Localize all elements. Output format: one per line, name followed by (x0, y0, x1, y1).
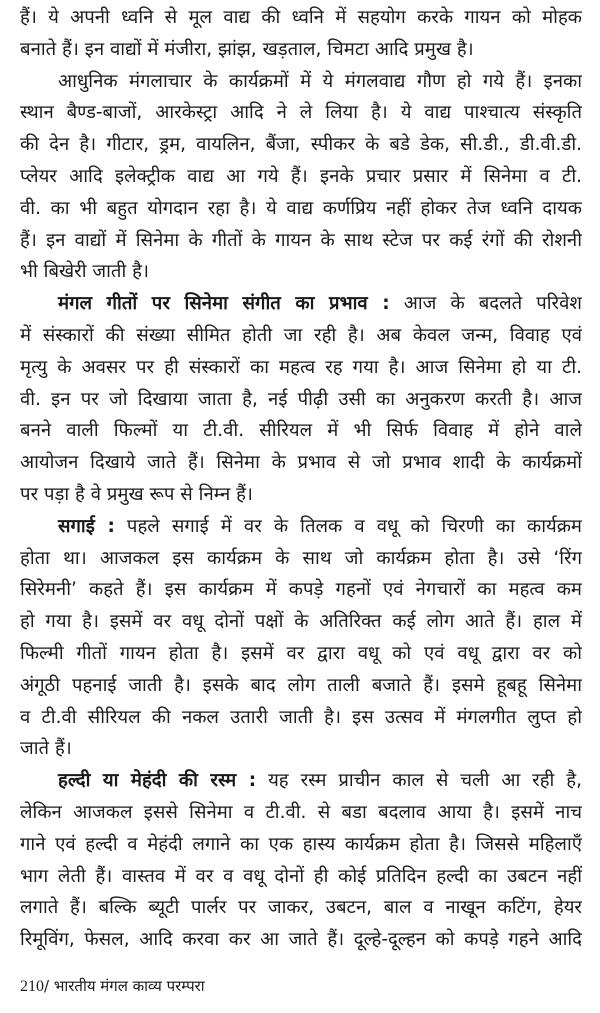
text-line (20, 670, 582, 702)
line-text: रिमूविंग, फेसल, आदि करवा कर आ जाते हैं। दूल्हे-दूल्हन को कपड़े गहने आदि (20, 929, 582, 951)
text-line (20, 702, 582, 734)
line-text: भी बिखेरी जाती है। (20, 261, 149, 283)
text-line (20, 384, 582, 416)
book-title: भारतीय मंगल काव्य परम्परा (49, 977, 205, 995)
line-text: वी. इन पर जो दिखाया जाता है, नई पीढ़ी उसी का अनुकरण करती है। आज (20, 388, 582, 410)
line-text: लेकिन आजकल इससे सिनेमा व टी.वी. से बडा बदलाव आया है। इसमें नाच (20, 801, 582, 823)
text-line (20, 161, 582, 193)
line-text: अंगूठी पहनाई जाती है। इसके बाद लोग ताली बजाते हैं। इसमे हूबहू सिनेमा (20, 674, 582, 696)
line-text: होता था। आजकल इस कार्यक्रम के साथ जो कार्यक्रम होता है। उसे ‘रिंग (20, 547, 582, 569)
text-line (20, 288, 582, 320)
text-line (20, 2, 582, 34)
line-text: बनने वाली फिल्मों या टी.वी. सीरियल में भी सिर्फ विवाह में होने वाले (20, 420, 582, 442)
footer-separator: / (44, 977, 50, 995)
text-line (20, 765, 582, 797)
text-line (20, 352, 582, 384)
text-line (20, 415, 582, 447)
line-text: सिरेमनी’ कहते हैं। इस कार्यक्रम में कपड़े गहनों एवं नेगचारों का महत्व कम (20, 579, 582, 601)
text-line (20, 320, 582, 352)
section-heading: हल्दी या मेहंदी की रस्म : (58, 770, 257, 792)
line-text: हो गया है। इसमें वर वधू दोनों पक्षों के अतिरिक्त कई लोग आते हैं। हाल में (20, 611, 582, 633)
line-text: आधुनिक मंगलाचार के कार्यक्रमों में ये मंगलवाद्य गौण हो गये हैं। इनका (58, 70, 582, 92)
section-heading: सगाई : (58, 515, 115, 537)
text-line (20, 193, 582, 225)
text-line (20, 97, 582, 129)
line-text: पहले सगाई में वर के तिलक व वधू को चिरणी का कार्यक्रम (114, 515, 582, 537)
text-line (20, 479, 582, 511)
section-heading: मंगल गीतों पर सिनेमा संगीत का प्रभाव : (58, 293, 390, 315)
text-line (20, 829, 582, 861)
text-line (20, 861, 582, 893)
text-line (20, 797, 582, 829)
line-text: वी. का भी बहुत योगदान रहा है। ये वाद्य कर्णप्रिय नहीं होकर तेज ध्वनि दायक (20, 197, 582, 219)
line-text: प्लेयर आदि इलेक्ट्रीक वाद्य आ गये हैं। इनके प्रचार प्रसार में सिनेमा व टी. (20, 165, 582, 187)
line-text: यह रस्म प्राचीन काल से चली आ रही है, (256, 770, 582, 792)
text-line (20, 66, 582, 98)
line-text: जाते हैं। (20, 738, 72, 760)
page-body-text (20, 2, 582, 956)
text-line (20, 129, 582, 161)
text-line (20, 225, 582, 257)
text-line (20, 34, 582, 66)
line-text: बनाते हैं। इन वाद्यों में मंजीरा, झांझ, खड़ताल, चिमटा आदि प्रमुख है। (20, 38, 474, 60)
text-line (20, 733, 582, 765)
line-text: आज के बदलते परिवेश (389, 293, 582, 315)
line-text: फिल्मी गीतों गायन होता है। इसमें वर द्वारा वधू को एवं वधू द्वारा वर को (20, 642, 582, 664)
page-number: 210 (20, 978, 44, 995)
line-text: मृत्यु के अवसर पर ही संस्कारों का महत्व रह गया है। आज सिनेमा हो या टी. (20, 356, 582, 378)
text-line (20, 924, 582, 956)
line-text: स्थान बैण्ड-बाजों, आरकेस्ट्रा आदि ने ले लिया है। ये वाद्य पाश्चात्य संस्कृति (20, 102, 582, 124)
line-text: लगाते हैं। बल्कि ब्यूटी पार्लर पर जाकर, उबटन, बाल व नाखून कटिंग, हेयर (20, 897, 582, 919)
line-text: में संस्कारों की संख्या सीमित होती जा रही है। अब केवल जन्म, विवाह एवं (20, 324, 582, 346)
text-line (20, 256, 582, 288)
page-footer (20, 976, 205, 996)
text-line (20, 543, 582, 575)
line-text: व टी.वी सीरियल की नकल उतारी जाती है। इस उत्सव में मंगलगीत लुप्त हो (20, 706, 582, 728)
line-text: पर पड़ा है वे प्रमुख रूप से निम्न हैं। (20, 483, 253, 505)
text-line (20, 574, 582, 606)
text-line (20, 511, 582, 543)
text-line (20, 892, 582, 924)
text-line (20, 606, 582, 638)
line-text: गाने एवं हल्दी व मेहंदी लगाने का एक हास्य कार्यक्रम होता है। जिससे महिलाएँ (20, 833, 582, 855)
line-text: हैं। ये अपनी ध्वनि से मूल वाद्य की ध्वनि में सहयोग करके गायन को मोहक (20, 7, 582, 28)
line-text: की देन है। गीटार, ड्रम, वायलिन, बैंजा, स्पीकर के बडे डेक, सी.डी., डी.वी.डी. (20, 134, 582, 156)
line-text: हैं। इन वाद्यों में सिनेमा के गीतों के गायन के साथ स्टेज पर कई रंगों की रोशनी (20, 229, 582, 251)
line-text: आयोजन दिखाये जाते हैं। सिनेमा के प्रभाव से जो प्रभाव शादी के कार्यक्रमों (20, 452, 582, 474)
text-line (20, 638, 582, 670)
line-text: भाग लेती हैं। वास्तव में वर व वधू दोनों ही कोई प्रतिदिन हल्दी का उबटन नहीं (20, 865, 582, 887)
text-line (20, 447, 582, 479)
